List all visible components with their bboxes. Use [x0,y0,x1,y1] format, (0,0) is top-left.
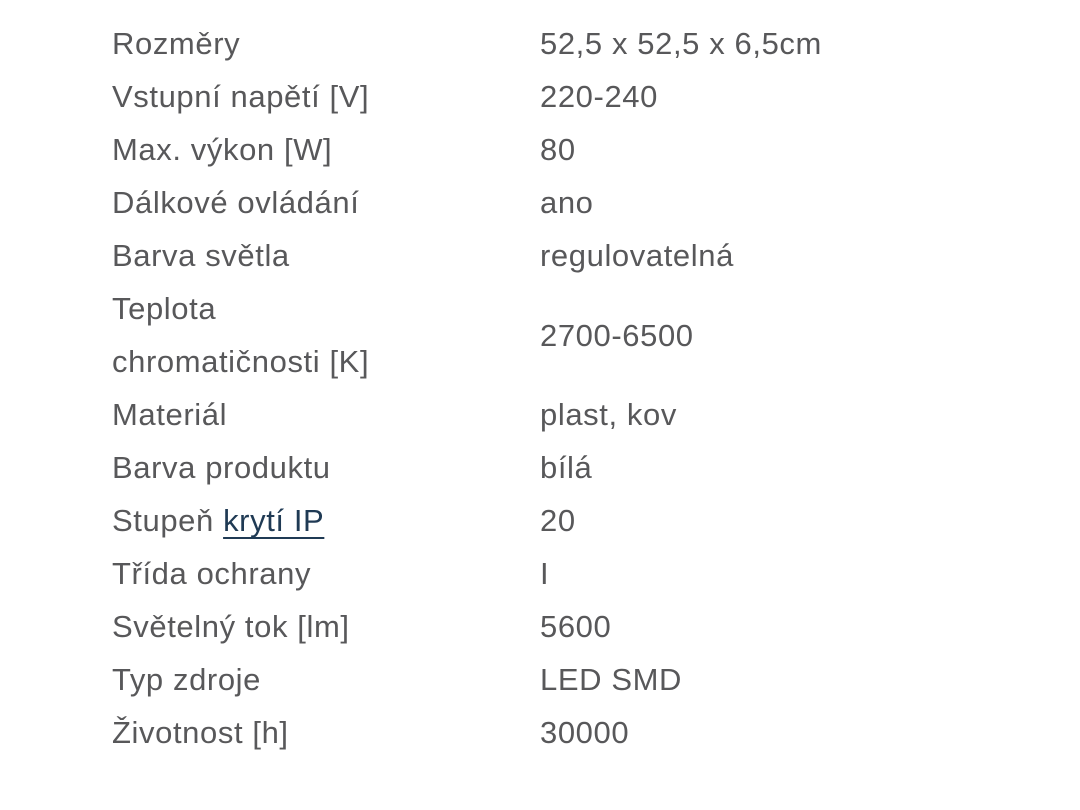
spec-row-rozmery [112,17,1080,70]
spec-label: Rozměry [112,26,241,61]
spec-label: Barva produktu [112,450,331,485]
spec-value: 2700-6500 [540,317,694,353]
spec-value: 80 [540,132,576,167]
spec-row-barva-produktu [112,441,1080,494]
spec-value: LED SMD [540,662,683,697]
spec-label: Materiál [112,397,228,432]
spec-label: Teplota chromatičnosti [K] [112,291,370,379]
spec-row-vstupni-napeti [112,70,1080,123]
spec-row-typ-zdroje [112,653,1080,706]
spec-value: I [540,556,550,591]
spec-row-trida-ochrany [112,547,1080,600]
spec-label: Max. výkon [W] [112,132,333,167]
spec-label-text: Stupeň [112,503,224,538]
spec-row-max-vykon [112,123,1080,176]
spec-value: 20 [540,503,576,538]
spec-row-dalkove-ovladani [112,176,1080,229]
spec-label: Životnost [h] [112,715,289,750]
spec-value: ano [540,185,594,220]
spec-value: regulovatelná [540,238,734,273]
spec-label: Třída ochrany [112,556,312,591]
spec-row-teplota-chromaticnosti [112,282,1080,388]
spec-row-material [112,388,1080,441]
spec-label: Barva světla [112,238,290,273]
spec-value: 5600 [540,609,612,644]
spec-value: 52,5 x 52,5 x 6,5cm [540,26,822,61]
spec-row-zivotnost [112,706,1080,759]
spec-value: 30000 [540,715,630,750]
spec-row-stupen-kryti [112,494,1080,547]
spec-row-barva-svetla [112,229,1080,282]
spec-label: Typ zdroje [112,662,262,697]
spec-label: Dálkové ovládání [112,185,360,220]
ip-rating-link[interactable]: krytí IP [223,503,325,538]
spec-value: plast, kov [540,397,677,432]
spec-label: Vstupní napětí [V] [112,79,370,114]
spec-row-svetelny-tok [112,600,1080,653]
spec-value: bílá [540,450,593,485]
spec-label: Světelný tok [lm] [112,609,350,644]
spec-value: 220-240 [540,79,658,114]
spec-label [112,494,427,547]
